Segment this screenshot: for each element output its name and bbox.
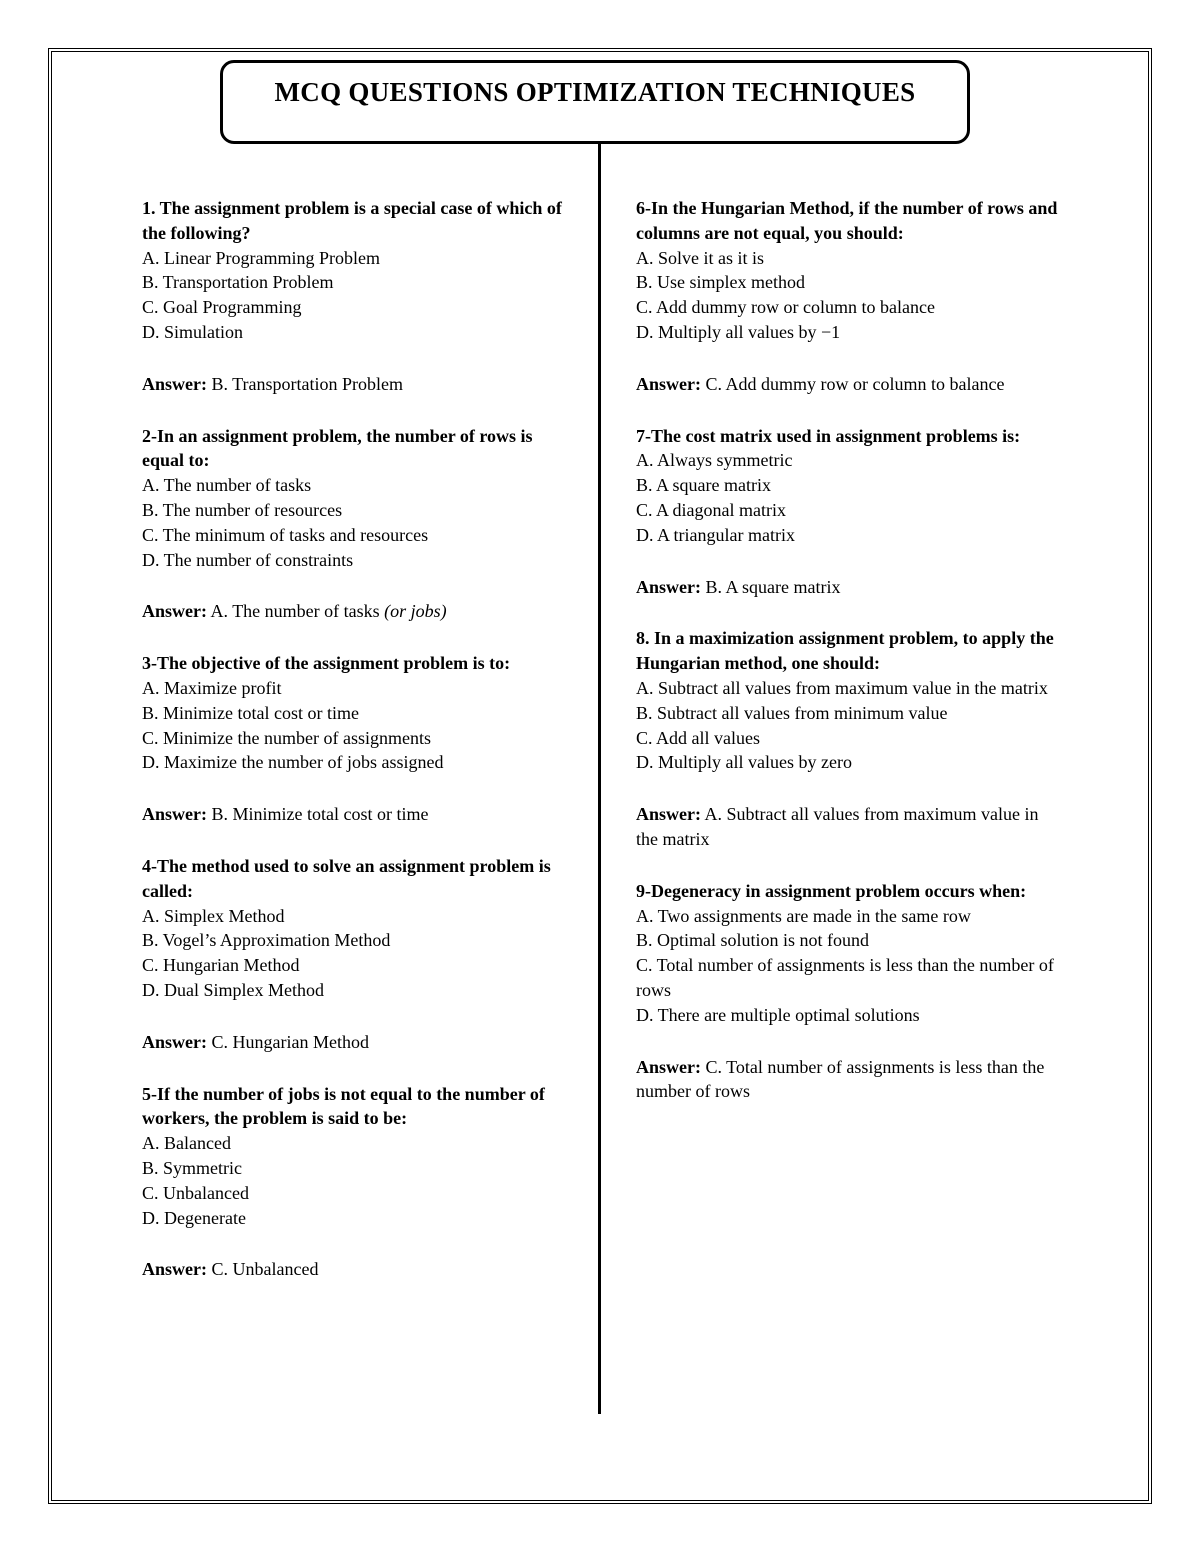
option-d: D. The number of constraints bbox=[142, 549, 354, 570]
option-d: D. Simulation bbox=[142, 321, 244, 342]
option-a: A. Subtract all values from maximum value in the matrix bbox=[636, 677, 1048, 698]
question-8 bbox=[636, 626, 1061, 851]
option-a: A. Two assignments are made in the same row bbox=[636, 905, 971, 926]
question-text: 5-If the number of jobs is not equal to the number of workers, the problem is said to be: bbox=[142, 1083, 545, 1129]
answer-text: C. Total number of assignments is less than the number of rows bbox=[636, 1056, 1045, 1102]
question-3 bbox=[142, 651, 567, 827]
answer-text: C. Add dummy row or column to balance bbox=[705, 373, 1005, 394]
question-2 bbox=[142, 424, 567, 625]
question-6 bbox=[636, 196, 1061, 397]
option-b: B. Vogel’s Approximation Method bbox=[142, 930, 391, 951]
question-text: 9-Degeneracy in assignment problem occurs when: bbox=[636, 880, 1027, 901]
option-a: A. Always symmetric bbox=[636, 450, 793, 471]
question-text: 2-In an assignment problem, the number of rows is equal to: bbox=[142, 425, 533, 471]
option-a: A. Simplex Method bbox=[142, 905, 285, 926]
title-box bbox=[220, 60, 970, 144]
question-text: 8. In a maximization assignment problem, to apply the Hungarian method, one should: bbox=[636, 628, 1054, 674]
right-column bbox=[636, 196, 1061, 1131]
answer-line bbox=[142, 599, 567, 624]
answer-note: (or jobs) bbox=[384, 601, 447, 622]
answer-label: Answer: bbox=[636, 576, 701, 597]
answer-text: A. The number of tasks bbox=[210, 601, 380, 622]
option-a: A. Maximize profit bbox=[142, 677, 282, 698]
question-text: 3-The objective of the assignment problem is to: bbox=[142, 653, 511, 674]
answer-line bbox=[636, 575, 1061, 600]
question-text: 6-In the Hungarian Method, if the number of rows and columns are not equal, you should: bbox=[636, 198, 1058, 243]
left-column bbox=[142, 196, 567, 1309]
answer-line bbox=[142, 802, 567, 827]
answer-text: C. Unbalanced bbox=[211, 1259, 319, 1280]
option-a: A. The number of tasks bbox=[142, 475, 312, 496]
answer-line bbox=[142, 372, 567, 397]
option-b: B. Use simplex method bbox=[636, 272, 805, 293]
option-c: C. Add all values bbox=[636, 727, 760, 748]
answer-line bbox=[636, 372, 1061, 397]
answer-text: B. A square matrix bbox=[705, 576, 841, 597]
answer-label: Answer: bbox=[142, 804, 207, 825]
option-b: B. Subtract all values from minimum value bbox=[636, 702, 948, 723]
option-c: C. The minimum of tasks and resources bbox=[142, 524, 429, 545]
option-d: D. Maximize the number of jobs assigned bbox=[142, 752, 444, 773]
answer-text: B. Transportation Problem bbox=[211, 373, 404, 394]
option-d: D. A triangular matrix bbox=[636, 524, 795, 545]
page-title: MCQ QUESTIONS OPTIMIZATION TECHNIQUES bbox=[274, 77, 916, 107]
question-4 bbox=[142, 854, 567, 1055]
answer-line bbox=[636, 1055, 1061, 1105]
answer-label: Answer: bbox=[142, 601, 207, 622]
option-a: A. Linear Programming Problem bbox=[142, 247, 380, 268]
answer-text: A. Subtract all values from maximum value in the matrix bbox=[636, 804, 1039, 849]
option-b: B. Optimal solution is not found bbox=[636, 930, 870, 951]
answer-label: Answer: bbox=[142, 373, 207, 394]
option-b: B. Symmetric bbox=[142, 1157, 242, 1178]
question-text: 7-The cost matrix used in assignment problems is: bbox=[636, 425, 1021, 446]
option-c: C. Unbalanced bbox=[142, 1182, 249, 1203]
answer-line bbox=[142, 1257, 567, 1282]
question-7 bbox=[636, 424, 1061, 600]
option-d: D. Multiply all values by zero bbox=[636, 752, 852, 773]
answer-label: Answer: bbox=[636, 804, 701, 825]
option-b: B. Transportation Problem bbox=[142, 272, 334, 293]
option-b: B. The number of resources bbox=[142, 499, 343, 520]
option-b: B. A square matrix bbox=[636, 475, 771, 496]
question-1 bbox=[142, 196, 567, 397]
answer-line bbox=[636, 802, 1061, 852]
option-d: D. Multiply all values by −1 bbox=[636, 321, 841, 342]
answer-text: C. Hungarian Method bbox=[211, 1031, 369, 1052]
option-c: C. Total number of assignments is less than the number of rows bbox=[636, 955, 1054, 1000]
option-d: D. Dual Simplex Method bbox=[142, 979, 324, 1000]
option-a: A. Solve it as it is bbox=[636, 247, 765, 268]
answer-text: B. Minimize total cost or time bbox=[211, 804, 429, 825]
option-c: C. Goal Programming bbox=[142, 297, 302, 318]
column-divider bbox=[598, 144, 601, 1414]
option-a: A. Balanced bbox=[142, 1133, 231, 1154]
option-c: C. Minimize the number of assignments bbox=[142, 727, 431, 748]
option-c: C. Hungarian Method bbox=[142, 955, 300, 976]
question-text: 4-The method used to solve an assignment problem is called: bbox=[142, 855, 551, 901]
answer-label: Answer: bbox=[636, 373, 701, 394]
answer-label: Answer: bbox=[636, 1056, 701, 1077]
question-text: 1. The assignment problem is a special case of which of the following? bbox=[142, 198, 562, 243]
option-c: C. Add dummy row or column to balance bbox=[636, 297, 935, 318]
option-b: B. Minimize total cost or time bbox=[142, 702, 359, 723]
question-9 bbox=[636, 879, 1061, 1104]
option-d: D. There are multiple optimal solutions bbox=[636, 1004, 920, 1025]
question-5 bbox=[142, 1082, 567, 1283]
option-d: D. Degenerate bbox=[142, 1207, 246, 1228]
answer-line bbox=[142, 1030, 567, 1055]
answer-label: Answer: bbox=[142, 1031, 207, 1052]
option-c: C. A diagonal matrix bbox=[636, 499, 786, 520]
answer-label: Answer: bbox=[142, 1259, 207, 1280]
